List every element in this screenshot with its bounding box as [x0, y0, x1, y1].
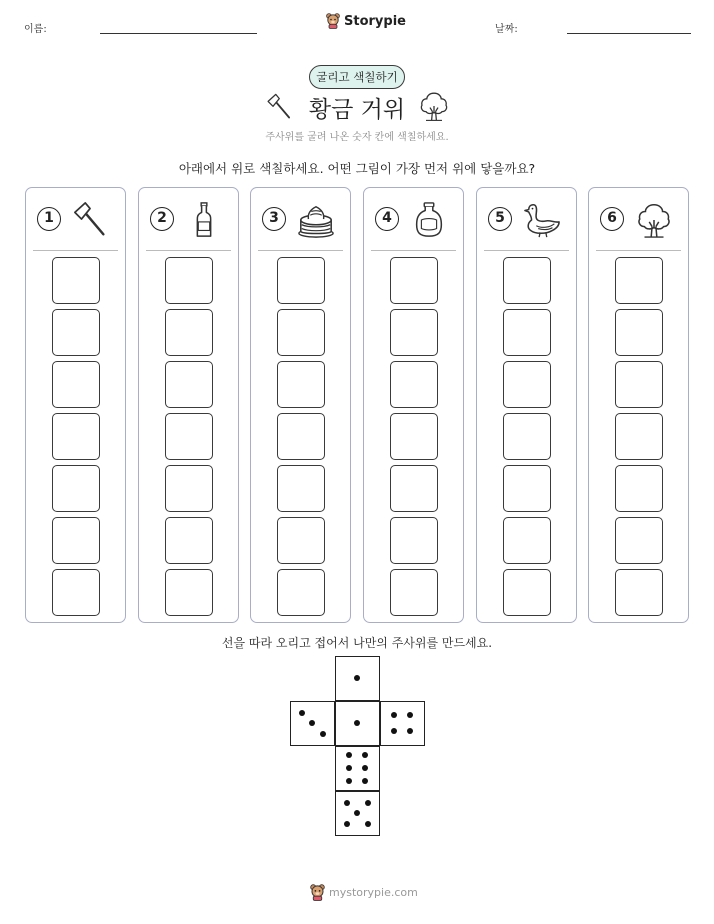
column-number: 5: [488, 207, 512, 231]
die-face: [335, 791, 380, 836]
column-5: [476, 187, 577, 623]
worksheet-subtitle: 주사위를 굴려 나온 숫자 칸에 색칠하세요.: [265, 132, 449, 143]
color-cell[interactable]: [390, 517, 438, 564]
die-pip: [299, 710, 305, 716]
die-pip: [346, 752, 352, 758]
color-cell[interactable]: [615, 309, 663, 356]
color-cell[interactable]: [390, 309, 438, 356]
column-4: [363, 187, 464, 623]
color-cell[interactable]: [390, 257, 438, 304]
coloring-instruction: 아래에서 위로 색칠하세요. 어떤 그림이 가장 먼저 위에 닿을까요?: [178, 161, 536, 176]
column-number: 1: [37, 207, 61, 231]
color-cell[interactable]: [277, 517, 325, 564]
die-pip: [391, 712, 397, 718]
color-cell[interactable]: [503, 517, 551, 564]
color-cell[interactable]: [503, 465, 551, 512]
color-cell[interactable]: [52, 413, 100, 460]
color-cell[interactable]: [615, 465, 663, 512]
color-cell[interactable]: [503, 361, 551, 408]
die-pip: [362, 778, 368, 784]
color-cell[interactable]: [52, 257, 100, 304]
column-number: 3: [262, 207, 286, 231]
goose-icon: [522, 201, 562, 239]
die-pip: [391, 728, 397, 734]
bear-mascot-icon: [310, 884, 325, 901]
die-pip: [362, 752, 368, 758]
die-pip: [309, 720, 315, 726]
die-face: [335, 656, 380, 701]
color-cell[interactable]: [165, 257, 213, 304]
color-cell[interactable]: [52, 465, 100, 512]
color-cell[interactable]: [52, 309, 100, 356]
name-label: 이름:: [24, 24, 47, 35]
color-cell[interactable]: [390, 569, 438, 616]
cut-instruction: 선을 따라 오리고 접어서 나만의 주사위를 만드세요.: [221, 636, 493, 650]
column-number: 4: [375, 207, 399, 231]
die-pip: [365, 800, 371, 806]
footer: [310, 884, 418, 901]
die-pip: [354, 720, 360, 726]
color-cell[interactable]: [165, 361, 213, 408]
color-cell[interactable]: [503, 569, 551, 616]
die-pip: [354, 810, 360, 816]
color-cell[interactable]: [165, 413, 213, 460]
date-line[interactable]: [567, 33, 691, 34]
color-cell[interactable]: [52, 569, 100, 616]
die-pip: [365, 821, 371, 827]
activity-badge: 굴리고 색칠하기: [309, 65, 405, 89]
die-pip: [346, 778, 352, 784]
color-cell[interactable]: [503, 309, 551, 356]
color-cell[interactable]: [52, 361, 100, 408]
color-cell[interactable]: [503, 257, 551, 304]
die-pip: [346, 765, 352, 771]
color-cell[interactable]: [52, 517, 100, 564]
die-pip: [344, 821, 350, 827]
column-2: [138, 187, 239, 623]
color-cell[interactable]: [615, 569, 663, 616]
flask-icon: [409, 201, 449, 239]
die-pip: [354, 675, 360, 681]
die-pip: [320, 731, 326, 737]
color-cell[interactable]: [165, 569, 213, 616]
axe-icon: [71, 201, 111, 239]
color-cell[interactable]: [615, 257, 663, 304]
bear-mascot-icon: [326, 13, 340, 29]
color-cell[interactable]: [390, 413, 438, 460]
die-pip: [407, 728, 413, 734]
color-cell[interactable]: [390, 465, 438, 512]
die-pip: [407, 712, 413, 718]
title-tree-icon: [418, 90, 450, 122]
color-cell[interactable]: [277, 309, 325, 356]
tree-icon: [634, 201, 674, 239]
color-cell[interactable]: [503, 413, 551, 460]
die-face: [290, 701, 335, 746]
color-cell[interactable]: [390, 361, 438, 408]
column-1: [25, 187, 126, 623]
brand-name: Storypie: [344, 13, 406, 29]
column-3: [250, 187, 351, 623]
column-number: 6: [600, 207, 624, 231]
die-pip: [344, 800, 350, 806]
column-number: 2: [150, 207, 174, 231]
footer-url: mystorypie.com: [329, 886, 418, 899]
cake-icon: [296, 201, 336, 239]
color-cell[interactable]: [277, 413, 325, 460]
die-pip: [362, 765, 368, 771]
die-face: [335, 746, 380, 791]
color-cell[interactable]: [165, 517, 213, 564]
color-cell[interactable]: [615, 517, 663, 564]
color-cell[interactable]: [615, 413, 663, 460]
color-cell[interactable]: [277, 569, 325, 616]
color-cell[interactable]: [165, 309, 213, 356]
worksheet-title: 황금 거위: [308, 97, 406, 123]
color-cell[interactable]: [615, 361, 663, 408]
date-label: 날짜:: [495, 24, 518, 35]
color-cell[interactable]: [277, 257, 325, 304]
color-cell[interactable]: [277, 465, 325, 512]
name-line[interactable]: [100, 33, 257, 34]
die-face: [380, 701, 425, 746]
column-6: [588, 187, 689, 623]
color-cell[interactable]: [277, 361, 325, 408]
brand-logo: [326, 13, 406, 29]
color-cell[interactable]: [165, 465, 213, 512]
die-face: [335, 701, 380, 746]
bottle-icon: [184, 201, 224, 239]
